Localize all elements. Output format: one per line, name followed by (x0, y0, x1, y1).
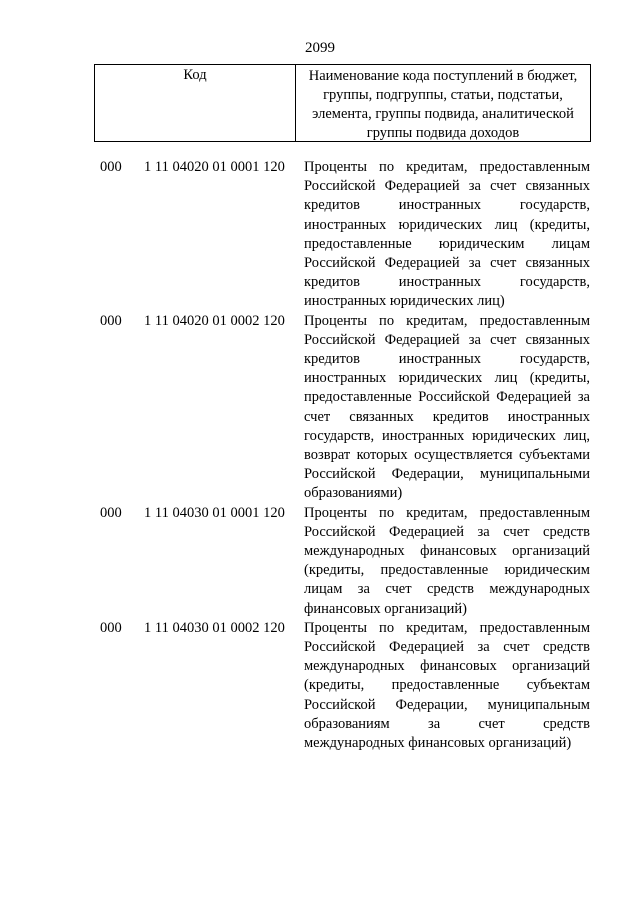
header-code-column: Код (95, 65, 296, 141)
row-admin-code: 000 (100, 312, 122, 329)
row-revenue-code: 1 11 04030 01 0001 120 (144, 504, 285, 521)
row-revenue-code: 1 11 04020 01 0001 120 (144, 159, 285, 175)
table-row (100, 619, 590, 753)
table-row (100, 158, 590, 312)
table-body (100, 158, 590, 753)
row-description: Проценты по кредитам, предоставленным Российской Федерацией за счет связанных кредитов иностранных государств, иностранных юридических лиц (кредиты, предоставленные Российской Федерацией за счет связанных кредитов иностранных государств, иностранных юридических лиц, возврат которых осуществляется субъектами Российской Федерации, муниципальными образованиями) (304, 312, 590, 502)
row-admin-code: 000 (100, 504, 122, 521)
row-admin-code: 000 (100, 159, 122, 175)
table-header (94, 64, 591, 142)
row-admin-code: 000 (100, 619, 122, 636)
table-row (100, 504, 590, 619)
row-description: Проценты по кредитам, предоставленным Российской Федерацией за счет средств международных финансовых организаций (кредиты, предоставленные субъектам Российской Федерации, муниципальным образованиям за счет средств международных финансовых организаций) (304, 619, 590, 752)
page-number: 2099 (305, 40, 335, 56)
row-description: Проценты по кредитам, предоставленным Российской Федерацией за счет связанных кредитов иностранных государств, иностранных юридических лиц (кредиты, предоставленные юридическим лицам Российской Федерацией за счет связанных кредитов иностранных государств, иностранных юридических лиц) (304, 159, 590, 310)
table-row (100, 312, 590, 504)
row-revenue-code: 1 11 04030 01 0002 120 (144, 619, 285, 636)
row-revenue-code: 1 11 04020 01 0002 120 (144, 312, 285, 329)
header-name-column: Наименование кода поступлений в бюджет, группы, подгруппы, статьи, подстатьи, элемента, группы подвида, аналитической группы подвида доходов (308, 68, 578, 141)
row-description: Проценты по кредитам, предоставленным Российской Федерацией за счет средств международных финансовых организаций (кредиты, предоставленные юридическим лицам за счет средств международных финансовых организаций) (304, 504, 590, 617)
